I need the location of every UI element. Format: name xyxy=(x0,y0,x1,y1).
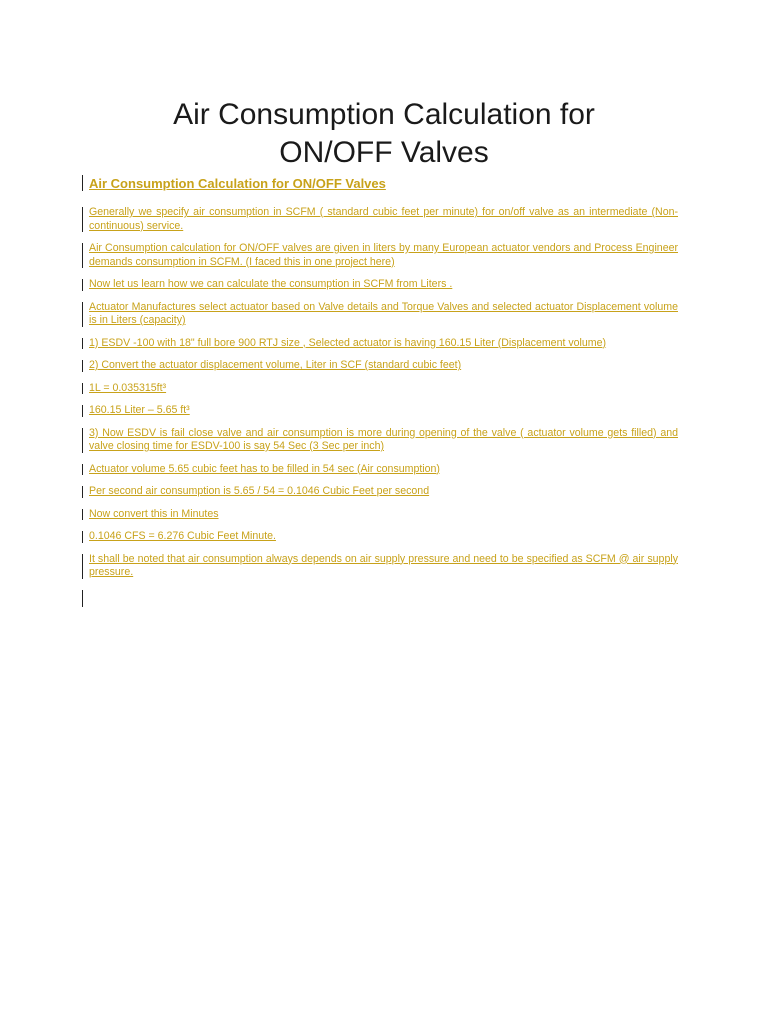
paragraph-6 xyxy=(80,359,678,373)
paragraph-4 xyxy=(80,301,678,328)
paragraph-link[interactable]: Generally we specify air consumption in SCFM ( standard cubic feet per minute) for on/off valve as an intermediate (Non-continuous) service. xyxy=(89,206,678,232)
paragraph-9 xyxy=(80,427,678,454)
paragraph-link[interactable]: 0.1046 CFS = 6.276 Cubic Feet Minute. xyxy=(89,530,276,542)
paragraph-12 xyxy=(80,508,678,522)
page-title xyxy=(84,96,684,172)
paragraph-10 xyxy=(80,463,678,477)
paragraph-1 xyxy=(80,206,678,233)
paragraph-7 xyxy=(80,382,678,396)
title-line-2: ON/OFF Valves xyxy=(279,136,489,169)
paragraph-link[interactable]: 1) ESDV -100 with 18" full bore 900 RTJ size , Selected actuator is having 160.15 Liter (Displacement volume) xyxy=(89,336,607,349)
paragraph-link[interactable]: 160.15 Liter – 5.65 ft³ xyxy=(89,404,190,416)
section-heading-link[interactable]: Air Consumption Calculation for ON/OFF Valves xyxy=(89,176,386,191)
paragraph-link[interactable]: Per second air consumption is 5.65 / 54 = 0.1046 Cubic Feet per second xyxy=(89,485,430,497)
paragraph-13 xyxy=(80,530,678,544)
paragraph-3 xyxy=(80,278,678,292)
paragraph-link[interactable]: 1L = 0.035315ft³ xyxy=(89,381,167,394)
paragraph-link[interactable]: 2) Convert the actuator displacement volume, Liter in SCF (standard cubic feet) xyxy=(89,359,462,371)
paragraph-link[interactable]: Actuator Manufactures select actuator based on Valve details and Torque Valves and selected actuator Displacement volume is in Liters (capacity) xyxy=(89,300,678,326)
paragraph-2 xyxy=(80,242,678,269)
section-heading-block xyxy=(80,174,678,192)
paragraph-5 xyxy=(80,337,678,351)
paragraph-link[interactable]: Now convert this in Minutes xyxy=(89,507,219,520)
article-content xyxy=(80,174,678,608)
title-line-1: Air Consumption Calculation for xyxy=(173,98,595,131)
paragraph-link[interactable]: It shall be noted that air consumption always depends on air supply pressure and need to be specified as SCFM @ air supply pressure. xyxy=(89,552,678,578)
paragraph-14 xyxy=(80,553,678,580)
paragraph-link[interactable]: 3) Now ESDV is fail close valve and air consumption is more during opening of the valve ( actuator volume gets filled) and valve closing time for ESDV-100 is say 54 Sec (3 Sec per inch) xyxy=(89,426,678,452)
empty-paragraph xyxy=(80,589,678,608)
paragraph-link[interactable]: Actuator volume 5.65 cubic feet has to be filled in 54 sec (Air consumption) xyxy=(89,462,440,475)
paragraph-8 xyxy=(80,404,678,418)
paragraph-link[interactable]: Now let us learn how we can calculate the consumption in SCFM from Liters . xyxy=(89,278,453,290)
paragraph-link[interactable]: Air Consumption calculation for ON/OFF valves are given in liters by many European actuator vendors and Process Engineer demands consumption in SCFM. (I faced this in one project here) xyxy=(89,242,678,268)
paragraph-11 xyxy=(80,485,678,499)
